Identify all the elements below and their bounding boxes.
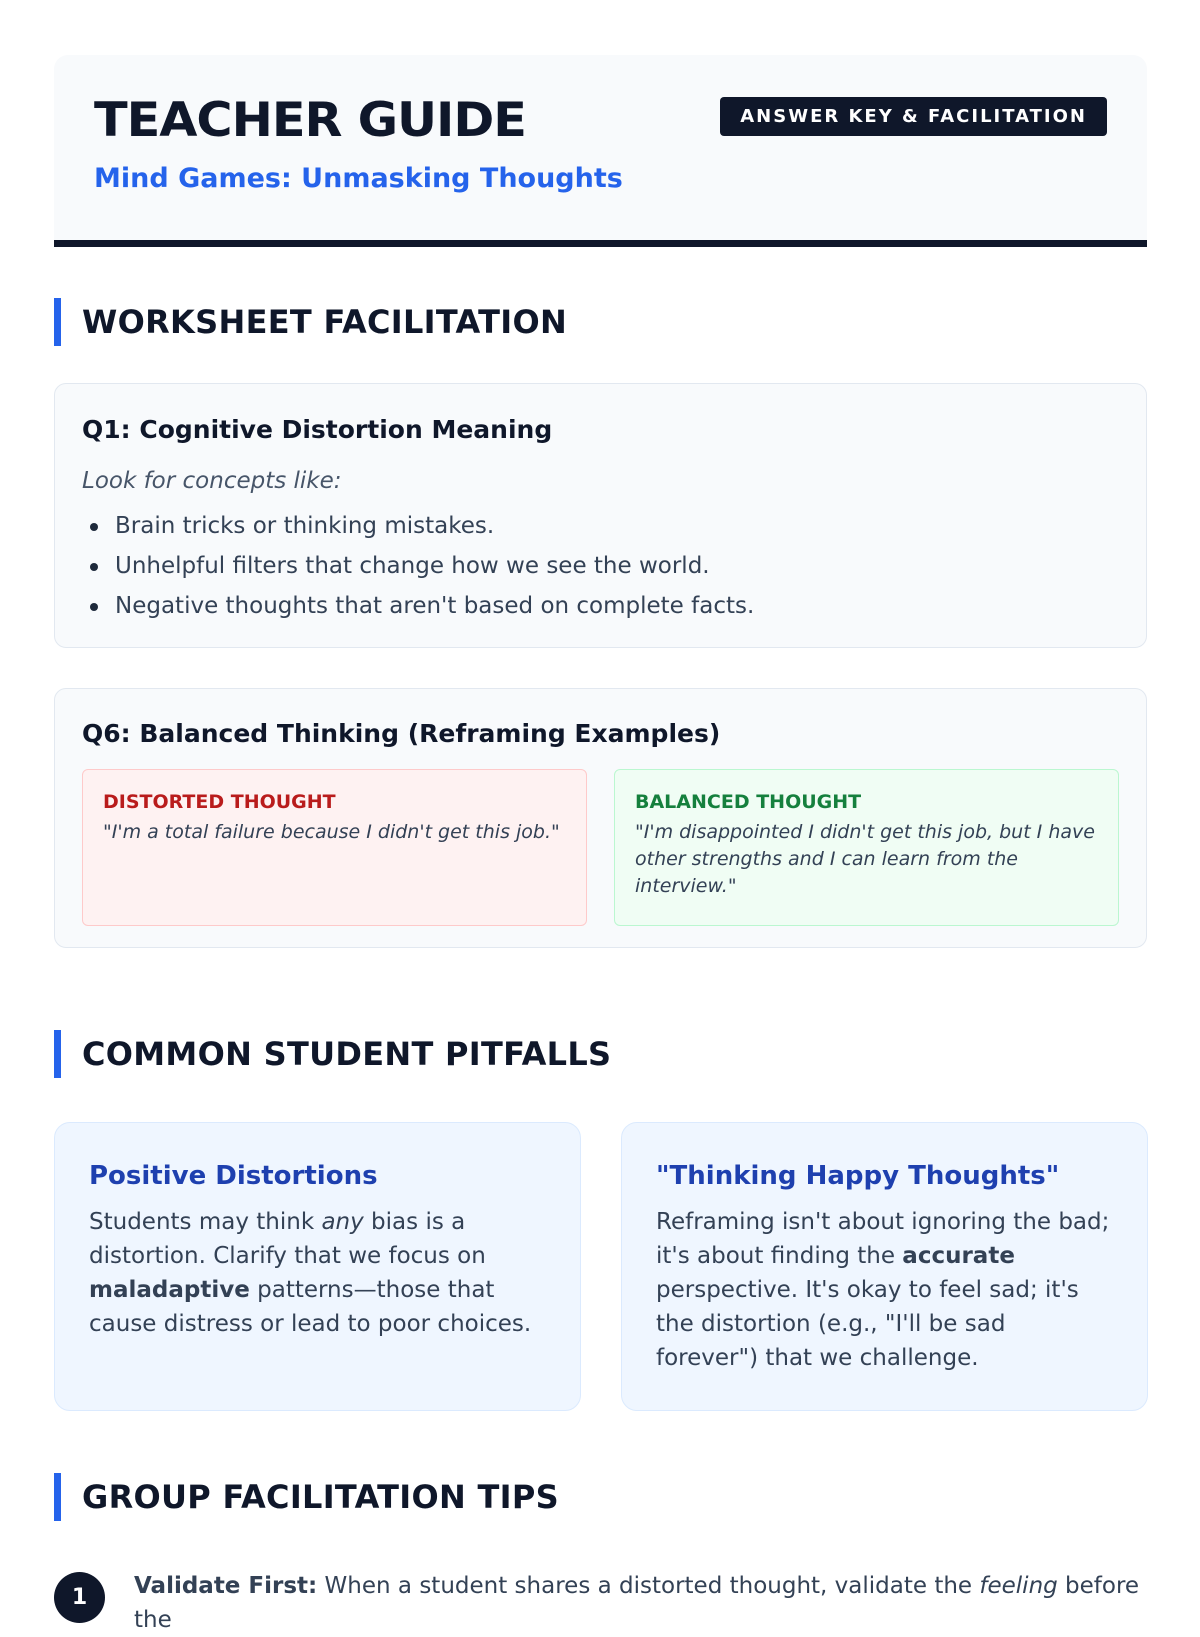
section-heading-worksheet-facilitation: WORKSHEET FACILITATION: [54, 298, 567, 346]
pitfall-title: Positive Distortions: [89, 1161, 378, 1191]
pitfall-card-thinking-happy-thoughts: [621, 1122, 1148, 1411]
balanced-thought-text: "I'm disappointed I didn't get this job, but I have other strengths and I can learn from the interview.": [635, 821, 1095, 897]
q6-title: Q6: Balanced Thinking (Reframing Examples): [82, 719, 721, 748]
list-item: Negative thoughts that aren't based on complete facts.: [82, 592, 754, 632]
distorted-thought-box: [82, 769, 587, 926]
q1-bullet-list: [82, 512, 754, 632]
tip-text: Validate First: When a student shares a distorted thought, validate the feeling before the: [134, 1573, 1140, 1633]
teacher-guide-page: [54, 55, 1147, 1633]
q6-card: [54, 688, 1147, 948]
list-item: Brain tricks or thinking mistakes.: [82, 512, 754, 552]
pitfall-body: Students may think any bias is a distortion. Clarify that we focus on maladaptive patterns—those that cause distress or lead to poor choices.: [89, 1209, 532, 1337]
answer-key-badge: ANSWER KEY & FACILITATION: [720, 97, 1107, 136]
page-title: TEACHER GUIDE: [94, 93, 526, 148]
guide-header: [54, 55, 1147, 247]
distorted-thought-label: DISTORTED THOUGHT: [103, 791, 336, 813]
balanced-thought-box: [614, 769, 1119, 926]
pitfall-body: Reframing isn't about ignoring the bad; it's about finding the accurate perspective. It's okay to feel sad; it's the distortion (e.g., "I'll be sad forever") that we challenge.: [656, 1209, 1110, 1371]
pitfall-title: "Thinking Happy Thoughts": [656, 1161, 1060, 1191]
section-heading-group-facilitation-tips: GROUP FACILITATION TIPS: [54, 1473, 559, 1521]
tip-number-badge: 1: [54, 1572, 105, 1623]
page-subtitle: Mind Games: Unmasking Thoughts: [94, 163, 623, 194]
q1-look-for: Look for concepts like:: [82, 468, 342, 494]
pitfall-card-positive-distortions: [54, 1122, 581, 1411]
q1-title: Q1: Cognitive Distortion Meaning: [82, 415, 553, 444]
q1-card: [54, 383, 1147, 648]
distorted-thought-text: "I'm a total failure because I didn't get this job.": [103, 821, 560, 843]
balanced-thought-label: BALANCED THOUGHT: [635, 791, 862, 813]
section-heading-common-student-pitfalls: COMMON STUDENT PITFALLS: [54, 1030, 611, 1078]
list-item: Unhelpful filters that change how we see the world.: [82, 552, 754, 592]
